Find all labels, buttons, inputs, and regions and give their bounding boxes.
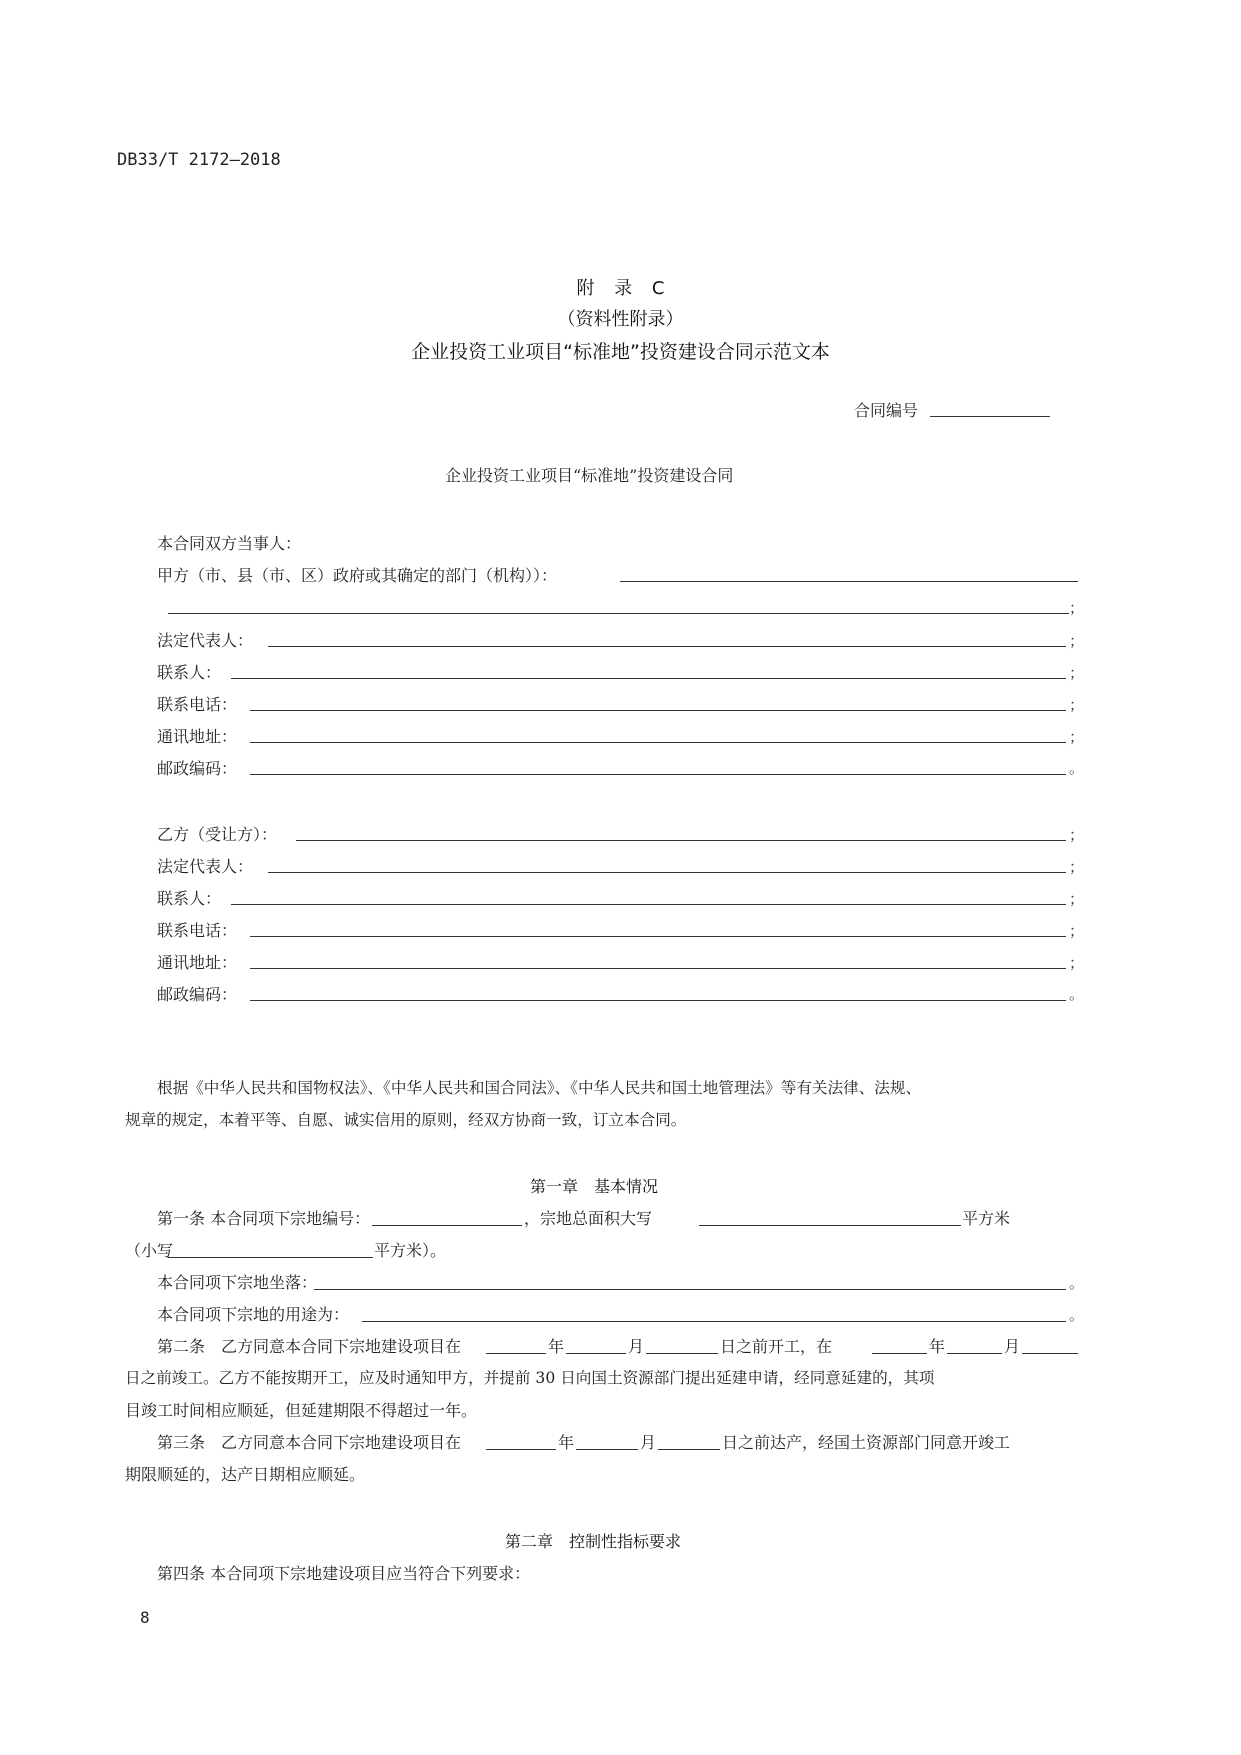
preamble-line-1: 根据《中华人民共和国物权法》、《中华人民共和国合同法》、《中华人民共和国土地管理法》等有关法律、法规、 [157, 1079, 922, 1097]
party-a-phone-field[interactable] [250, 710, 1066, 711]
article-2-label: 第二条 乙方同意本合同下宗地建设项目在 [157, 1337, 462, 1356]
parties-intro: 本合同双方当事人： [157, 534, 302, 553]
area-lowercase-field[interactable] [168, 1257, 373, 1258]
party-b-postcode-end: 。 [1069, 985, 1085, 1003]
party-a-legal-rep-label: 法定代表人： [157, 631, 254, 650]
party-b-name-label: 乙方（受让方）： [157, 825, 278, 844]
article-4: 第四条 本合同项下宗地建设项目应当符合下列要求： [157, 1564, 531, 1583]
party-b-contact-label: 联系人： [157, 889, 222, 908]
party-b-address-field[interactable] [250, 968, 1066, 969]
party-a-name-label: 甲方（市、县（市、区）政府或其确定的部门（机构））： [157, 566, 558, 585]
parcel-usage-field[interactable] [362, 1321, 1066, 1322]
art3-month: 月 [640, 1433, 657, 1452]
party-b-contact-field[interactable] [231, 904, 1066, 905]
standard-code: DB33/T 2172—2018 [117, 150, 281, 170]
chapter-1-heading: 第一章 基本情况 [530, 1177, 659, 1196]
appendix-title: 附 录 C [576, 278, 665, 299]
party-b-phone-label: 联系电话： [157, 921, 238, 940]
party-a-postcode-end: 。 [1069, 759, 1085, 777]
party-a-address-end: ； [1069, 728, 1085, 746]
article-3-line-2: 期限顺延的，达产日期相应顺延。 [125, 1465, 366, 1484]
party-a-address-field[interactable] [250, 742, 1066, 743]
parcel-usage-label: 本合同项下宗地的用途为： [157, 1305, 350, 1324]
party-a-name-field-continued[interactable] [168, 613, 1069, 614]
party-a-address-label: 通讯地址： [157, 727, 238, 746]
party-b-postcode-label: 邮政编码： [157, 985, 238, 1004]
party-b-phone-field[interactable] [250, 936, 1066, 937]
article-1-area-label: ，宗地总面积大写 [524, 1209, 653, 1228]
party-b-name-field[interactable] [296, 840, 1066, 841]
art2-end-day-field[interactable] [1022, 1353, 1078, 1354]
art2-month-2: 月 [1004, 1337, 1021, 1356]
party-a-contact-end: ； [1069, 664, 1085, 682]
parcel-location-field[interactable] [314, 1289, 1066, 1290]
party-a-phone-end: ； [1069, 696, 1085, 714]
party-b-contact-end: ； [1069, 890, 1085, 908]
parcel-location-end: 。 [1069, 1274, 1085, 1292]
art2-start-month-field[interactable] [566, 1353, 626, 1354]
art2-month-1: 月 [628, 1337, 645, 1356]
area-uppercase-field[interactable] [699, 1225, 961, 1226]
art2-end-month-field[interactable] [947, 1353, 1002, 1354]
party-a-postcode-field[interactable] [250, 774, 1066, 775]
appendix-type: （资料性附录） [557, 309, 684, 330]
art2-year-2: 年 [929, 1337, 946, 1356]
party-a-contact-label: 联系人： [157, 663, 222, 682]
party-a-name-end: ； [1069, 599, 1085, 617]
party-a-legal-rep-field[interactable] [268, 646, 1066, 647]
contract-title: 企业投资工业项目“标准地”投资建设合同 [445, 466, 734, 485]
party-b-address-end: ； [1069, 954, 1085, 972]
party-b-legal-rep-field[interactable] [268, 872, 1066, 873]
art2-end-year-field[interactable] [872, 1353, 927, 1354]
party-b-phone-end: ； [1069, 922, 1085, 940]
article-3-text: 日之前达产，经国土资源部门同意开竣工 [722, 1433, 1011, 1452]
party-a-contact-field[interactable] [231, 678, 1066, 679]
art3-year: 年 [558, 1433, 575, 1452]
article-1-label: 第一条 本合同项下宗地编号： [157, 1209, 371, 1228]
parcel-usage-end: 。 [1069, 1306, 1085, 1324]
page-number: 8 [140, 1608, 150, 1627]
article-2-line-2: 日之前竣工。乙方不能按期开工，应及时通知甲方，并提前 30 日向国土资源部门提出延建申请，经同意延建的，其项 [125, 1369, 935, 1387]
article-1-lowercase-label: （小写 [125, 1241, 174, 1260]
article-1-unit: 平方米 [962, 1209, 1011, 1228]
preamble-line-2: 规章的规定，本着平等、自愿、诚实信用的原则，经双方协商一致，订立本合同。 [125, 1111, 687, 1129]
article-2-line-3: 目竣工时间相应顺延，但延建期限不得超过一年。 [125, 1401, 478, 1420]
party-a-phone-label: 联系电话： [157, 695, 238, 714]
document-title: 企业投资工业项目“标准地”投资建设合同示范文本 [411, 341, 830, 363]
art2-start-day-field[interactable] [646, 1353, 718, 1354]
parcel-location-label: 本合同项下宗地坐落： [157, 1273, 318, 1292]
party-a-legal-rep-end: ； [1069, 632, 1085, 650]
article-1-lowercase-unit: 平方米）。 [374, 1241, 447, 1260]
art2-year-1: 年 [548, 1337, 565, 1356]
party-b-legal-rep-label: 法定代表人： [157, 857, 254, 876]
parcel-number-field[interactable] [372, 1225, 522, 1226]
art3-day-field[interactable] [658, 1449, 720, 1450]
party-a-postcode-label: 邮政编码： [157, 759, 238, 778]
art3-year-field[interactable] [486, 1449, 556, 1450]
party-a-name-field[interactable] [620, 581, 1078, 582]
party-b-legal-rep-end: ； [1069, 858, 1085, 876]
party-b-postcode-field[interactable] [250, 1000, 1066, 1001]
art2-start-year-field[interactable] [486, 1353, 546, 1354]
contract-no-field[interactable] [930, 416, 1050, 417]
art3-month-field[interactable] [576, 1449, 638, 1450]
chapter-2-heading: 第二章 控制性指标要求 [505, 1532, 682, 1551]
article-3-label: 第三条 乙方同意本合同下宗地建设项目在 [157, 1433, 462, 1452]
party-b-name-end: ； [1069, 826, 1085, 844]
art2-start-text: 日之前开工，在 [720, 1337, 833, 1356]
party-b-address-label: 通讯地址： [157, 953, 238, 972]
contract-no-label: 合同编号 [854, 401, 919, 420]
